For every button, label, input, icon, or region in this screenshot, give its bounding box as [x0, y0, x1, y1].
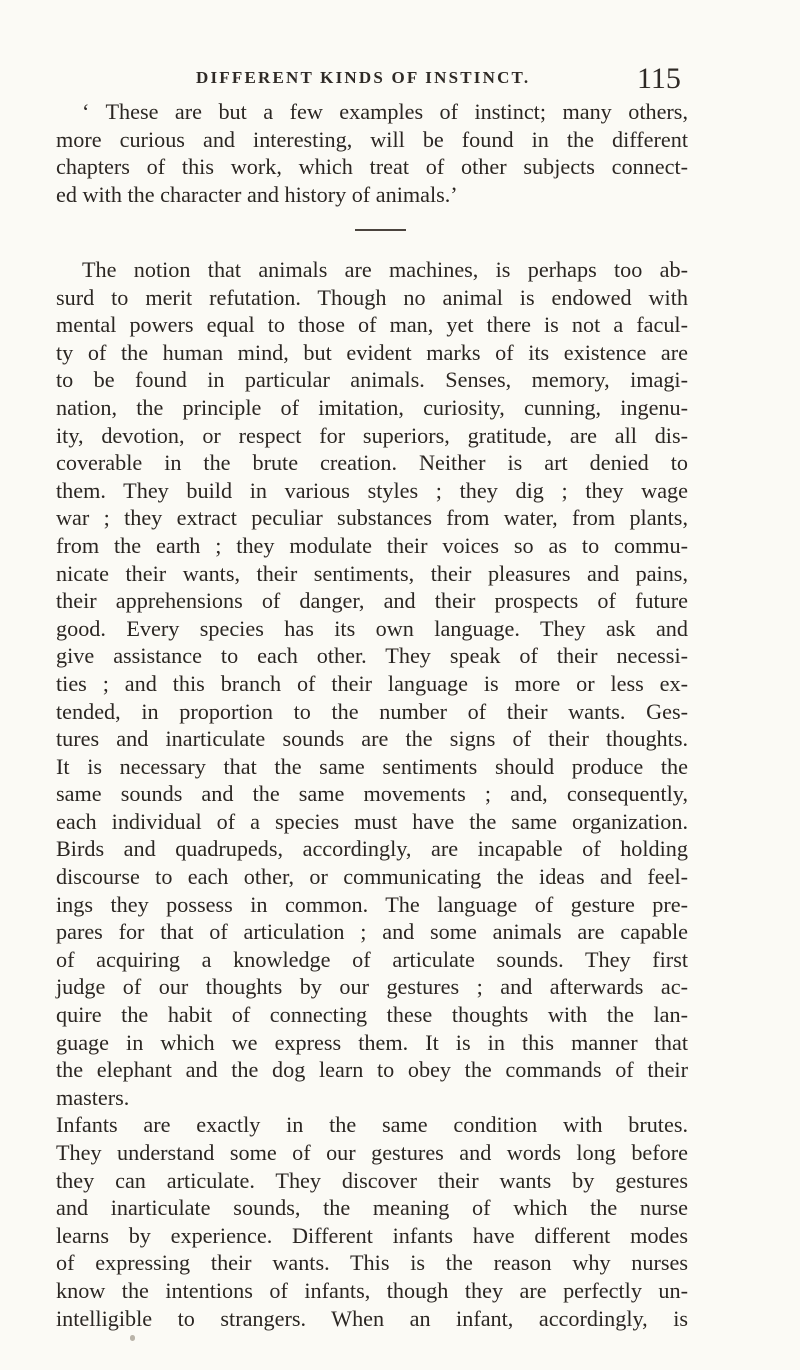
- text-line: learns by experience. Different infants have different modes: [56, 1222, 688, 1248]
- text-line: the elephant and the dog learn to obey the commands of their: [56, 1057, 688, 1083]
- text-line: their apprehensions of danger, and their prospects of future: [56, 588, 688, 614]
- text-line: and inarticulate sounds, the meaning of which the nurse: [56, 1195, 688, 1221]
- text-line: Infants are exactly in the same condition with brutes.: [56, 1112, 688, 1138]
- text-line: mental powers equal to those of man, yet there is not a facul-: [56, 312, 688, 338]
- text-line: nicate their wants, their sentiments, their pleasures and pains,: [56, 560, 688, 586]
- text-line: It is necessary that the same sentiments should produce the: [56, 753, 688, 779]
- text-line: ty of the human mind, but evident marks of its existence are: [56, 339, 688, 365]
- text-line: ed with the character and history of animals.’: [56, 181, 458, 207]
- quote-paragraph: [56, 98, 688, 208]
- text-line: same sounds and the same movements ; and, consequently,: [56, 781, 688, 807]
- text-line: masters.: [56, 1084, 130, 1110]
- text-line: discourse to each other, or communicating the ideas and feel-: [56, 864, 688, 890]
- text-line: quire the habit of connecting these thoughts with the lan-: [56, 1002, 688, 1028]
- main-text: [56, 256, 688, 1332]
- text-line: they can articulate. They discover their wants by gestures: [56, 1167, 688, 1193]
- text-line: pares for that of articulation ; and some animals are capable: [56, 919, 688, 945]
- text-line: tures and inarticulate sounds are the signs of their thoughts.: [56, 726, 688, 752]
- text-line: ity, devotion, or respect for superiors, gratitude, are all dis-: [56, 422, 688, 448]
- text-line: more curious and interesting, will be found in the different: [56, 126, 688, 152]
- text-line: each individual of a species must have the same organization.: [56, 808, 688, 834]
- ink-speck: [130, 1335, 135, 1341]
- text-line: ‘ These are but a few examples of instinct; many others,: [82, 99, 688, 124]
- running-title: DIFFERENT KINDS OF INSTINCT.: [196, 68, 531, 87]
- page-number: 115: [637, 62, 681, 95]
- text-line: good. Every species has its own language. They ask and: [56, 615, 688, 641]
- text-line: The notion that animals are machines, is perhaps too ab-: [82, 257, 688, 282]
- text-line: Birds and quadrupeds, accordingly, are incapable of holding: [56, 836, 688, 862]
- text-line: of acquiring a knowledge of articulate sounds. They first: [56, 946, 688, 972]
- text-line: coverable in the brute creation. Neither is art denied to: [56, 450, 688, 476]
- text-line: ties ; and this branch of their language is more or less ex-: [56, 670, 688, 696]
- text-line: chapters of this work, which treat of other subjects connect-: [56, 154, 688, 180]
- text-line: to be found in particular animals. Senses, memory, imagi-: [56, 367, 688, 393]
- text-line: them. They build in various styles ; they dig ; they wage: [56, 477, 688, 503]
- text-line: ings they possess in common. The language of gesture pre-: [56, 891, 688, 917]
- page-header: [0, 62, 800, 102]
- text-line: judge of our thoughts by our gestures ; and afterwards ac-: [56, 974, 688, 1000]
- text-line: war ; they extract peculiar substances from water, from plants,: [56, 505, 688, 531]
- text-line: guage in which we express them. It is in this manner that: [56, 1029, 688, 1055]
- text-line: surd to merit refutation. Though no animal is endowed with: [56, 284, 688, 310]
- text-line: know the intentions of infants, though they are perfectly un-: [56, 1277, 688, 1303]
- text-line: from the earth ; they modulate their voices so as to commu-: [56, 532, 688, 558]
- section-divider: [355, 229, 406, 231]
- text-line: tended, in proportion to the number of their wants. Ges-: [56, 698, 688, 724]
- text-line: give assistance to each other. They speak of their necessi-: [56, 643, 688, 669]
- text-line: They understand some of our gestures and words long before: [56, 1140, 688, 1165]
- text-line: intelligible to strangers. When an infant, accordingly, is: [56, 1305, 688, 1331]
- text-line: of expressing their wants. This is the reason why nurses: [56, 1250, 688, 1276]
- text-line: nation, the principle of imitation, curiosity, cunning, ingenu-: [56, 394, 688, 420]
